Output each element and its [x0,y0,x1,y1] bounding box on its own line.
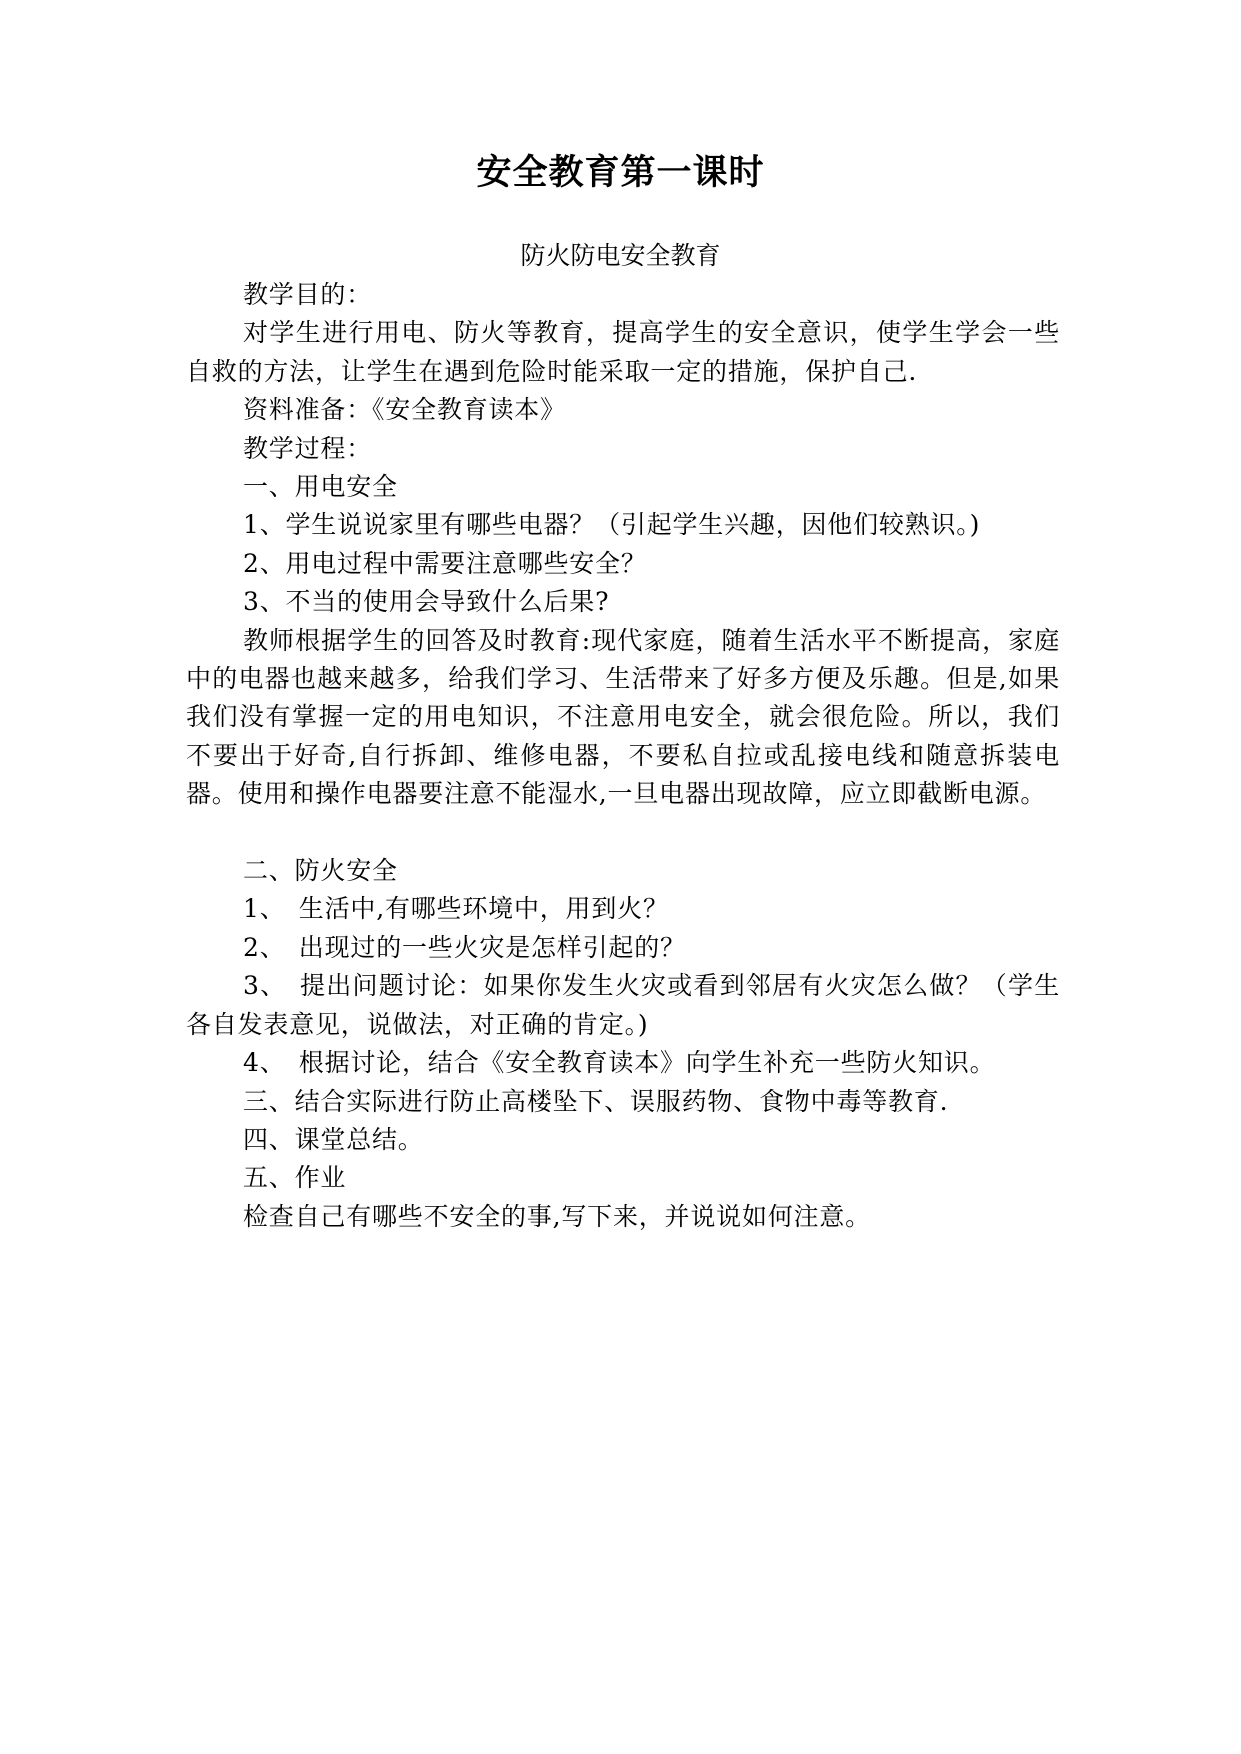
electricity-item-3: 3、不当的使用会导致什么后果? [243,587,610,617]
section-summary: 四、课堂总结。 [243,1124,424,1154]
section-other-safety: 三、结合实际进行防止高楼坠下、误服药物、食物中毒等教育. [243,1086,949,1116]
paragraph-teacher-education: 教师根据学生的回答及时教育:现代家庭，随着生活水平不断提高，家庭中的电器也越来越多，给我们学习、生活带来了好多方便及乐趣。但是,如果我们没有掌握一定的用电知识，不注意用电安全，就会很危险。所以，我们不要出于好奇,自行拆卸、维修电器，不要私自拉或乱接电线和随意拆装电器。使用和操作电器要注意不能湿水,一旦电器出现故障，应立即截断电源。 [186,625,1060,809]
blank-line [186,814,1060,852]
fire-item-4: 4、 根据讨论，结合《安全教育读本》向学生补充一些防火知识。 [243,1048,996,1078]
fire-item-2: 2、 出现过的一些火灾是怎样引起的？ [243,932,686,962]
fire-item-1: 1、 生活中,有哪些环境中，用到火？ [243,894,669,924]
fire-item-3: 3、 提出问题讨论：如果你发生火灾或看到邻居有火灾怎么做？（学生各自发表意见，说做法，对正确的肯定。) [186,971,1060,1039]
paragraph-teaching-goal-heading: 教学目的： [243,280,373,309]
section-fire-heading: 二、防火安全 [243,856,398,886]
homework-text: 检查自己有哪些不安全的事,写下来，并说说如何注意。 [243,1201,871,1231]
section-homework-heading: 五、作业 [243,1163,347,1193]
document-body [186,276,1060,1236]
paragraph-materials: 资料准备：《安全教育读本》 [243,395,566,425]
document-subtitle: 防火防电安全教育 [520,241,721,270]
electricity-item-2: 2、用电过程中需要注意哪些安全？ [243,548,647,578]
electricity-item-1: 1、学生说说家里有哪些电器？（引起学生兴趣，因他们较熟识。) [243,510,981,540]
paragraph-process-heading: 教学过程： [243,433,373,463]
document-title: 安全教育第一课时 [476,153,765,193]
paragraph-teaching-goal: 对学生进行用电、防火等教育，提高学生的安全意识，使学生学会一些自救的方法，让学生在遇到危险时能采取一定的措施，保护自己. [186,318,1060,386]
section-electricity-heading: 一、用电安全 [243,472,398,502]
